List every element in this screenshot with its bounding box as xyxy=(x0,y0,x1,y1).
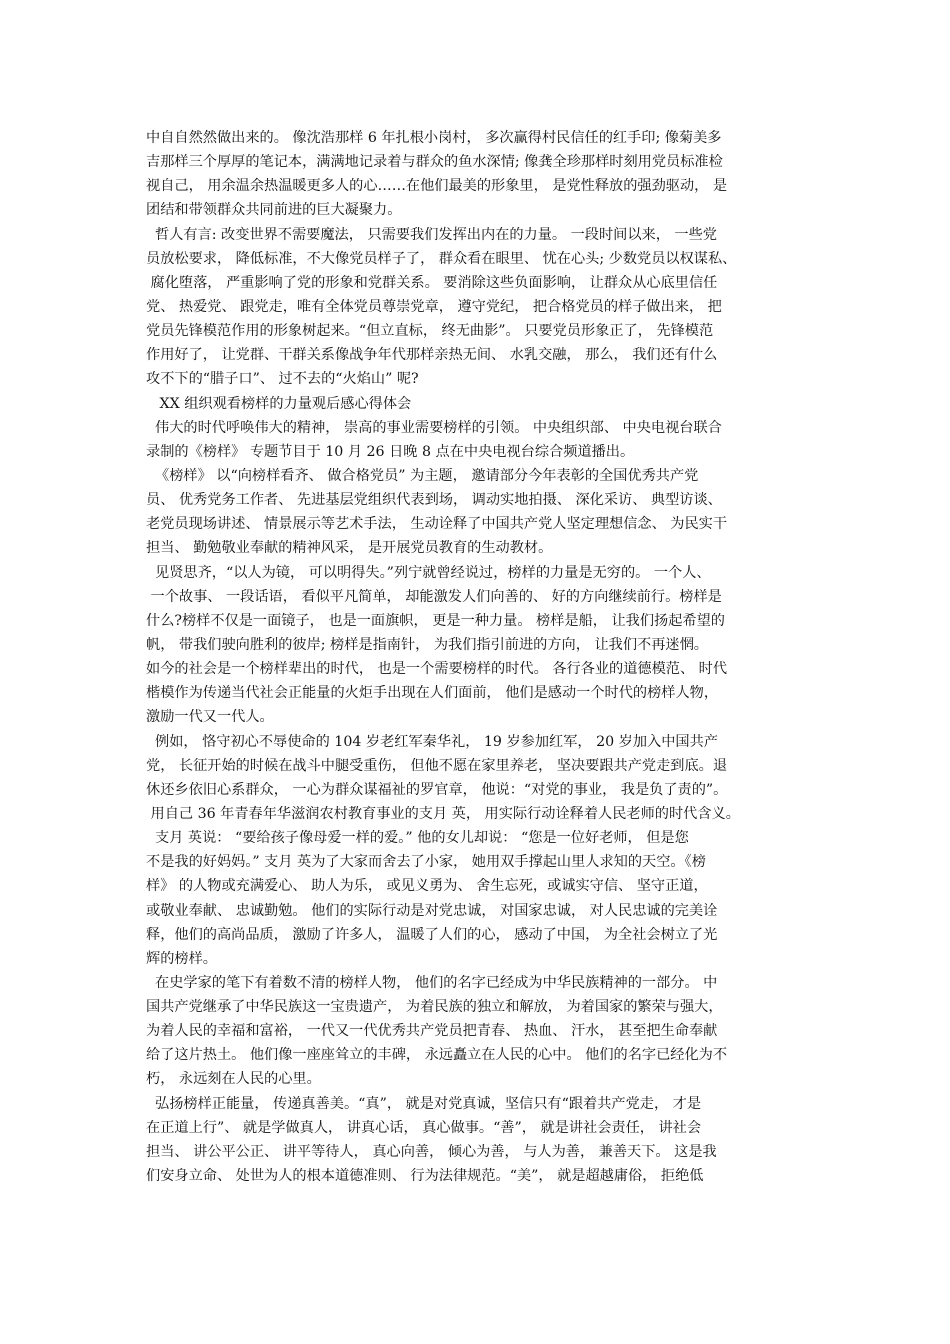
text-line: 腐化堕落， 严重影响了党的形象和党群关系。 要消除这些负面影响， 让群众从心底里信任 xyxy=(146,274,718,291)
text-line: 担当、 讲公平公正、 讲平等待人， 真心向善， 倾心为善， 与人为善， 兼善天下。 这是我 xyxy=(146,1143,717,1160)
text-line: 弘扬榜样正能量， 传递真善美。“真”， 就是对党真诚，坚信只有“跟着共产党走， 才是 xyxy=(146,1095,702,1112)
text-line: 样》 的人物或充满爱心、 助人为乐， 或见义勇为、 舍生忘死，或诚实守信、 坚守正道， xyxy=(146,878,708,895)
text-line: 给了这片热土。 他们像一座座耸立的丰碑， 永远矗立在人民的心中。 他们的名字已经化为不 xyxy=(146,1047,728,1064)
text-line: 支月 英说： “要给孩子像母爱一样的爱。” 他的女儿却说： “您是一位好老师， 但是您 xyxy=(146,830,689,847)
text-line: 员、 优秀党务工作者、 先进基层党组织代表到场， 调动实地拍摄、 深化采访、 典型访谈、 xyxy=(146,492,722,509)
document-body-text xyxy=(146,126,826,1188)
text-line: 为着人民的幸福和富裕， 一代又一代优秀共产党员把青春、 热血、 汗水， 甚至把生命奉献 xyxy=(146,1023,718,1040)
text-line: 党、 热爱党、 跟党走，唯有全体党员尊崇党章， 遵守党纪， 把合格党员的样子做出来， 把 xyxy=(146,298,722,315)
text-line: 伟大的时代呼唤伟大的精神， 崇高的事业需要榜样的引领。 中央组织部、 中央电视台联合 xyxy=(146,419,722,436)
text-line: 如今的社会是一个榜样辈出的时代， 也是一个需要榜样的时代。 各行各业的道德模范、 时代 xyxy=(146,661,728,678)
text-line: 休还乡依旧心系群众， 一心为群众谋福祉的罗官章， 他说：“对党的事业， 我是负了责的”。 xyxy=(146,781,728,798)
text-line: 团结和带领群众共同前进的巨大凝聚力。 xyxy=(146,202,402,219)
text-line: 一个故事、 一段话语， 看似平凡简单， 却能激发人们向善的、 好的方向继续前行。榜样是 xyxy=(146,588,722,605)
text-line: 《榜样》 以“向榜样看齐、 做合格党员” 为主题， 邀请部分今年表彰的全国优秀共产党 xyxy=(146,467,699,484)
text-line: XX 组织观看榜样的力量观后感心得体会 xyxy=(146,395,412,412)
text-line: 不是我的好妈妈。” 支月 英为了大家而舍去了小家， 她用双手撑起山里人求知的天空。《榜 xyxy=(146,854,706,871)
text-line: 什么?榜样不仅是一面镜子， 也是一面旗帜， 更是一种力量。 榜样是船， 让我们扬起希望的 xyxy=(146,612,725,629)
text-line: 党， 长征开始的时候在战斗中腿受重伤， 但他不愿在家里养老， 坚决要跟共产党走到底。退 xyxy=(146,757,728,774)
text-line: 们安身立命、 处世为人的根本道德准则、 行为法律规范。“美”， 就是超越庸俗， 拒绝低 xyxy=(146,1168,704,1185)
text-line: 攻不下的“腊子口”、 过不去的“火焰山” 呢? xyxy=(146,371,419,388)
text-line: 或敬业奉献、 忠诚勤勉。 他们的实际行动是对党忠诚， 对国家忠诚， 对人民忠诚的完美诠 xyxy=(146,902,718,919)
text-line: 国共产党继承了中华民族这一宝贵遗产， 为着民族的独立和解放， 为着国家的繁荣与强大， xyxy=(146,999,723,1016)
text-line: 在史学家的笔下有着数不清的榜样人物， 他们的名字已经成为中华民族精神的一部分。 中 xyxy=(146,974,718,991)
text-line: 员放松要求， 降低标准，不大像党员样子了， 群众看在眼里、 忧在心头; 少数党员以权谋私、 xyxy=(146,250,737,267)
text-line: 视自己， 用余温余热温暖更多人的心……在他们最美的形象里， 是党性释放的强劲驱动， 是 xyxy=(146,178,728,195)
text-line: 录制的《榜样》 专题节目于 10 月 26 日晚 8 点在中央电视台综合频道播出。 xyxy=(146,443,635,460)
text-line: 帆， 带我们驶向胜利的彼岸; 榜样是指南针， 为我们指引前进的方向， 让我们不再迷惘。 xyxy=(146,636,708,653)
text-line: 在正道上行”、 就是学做真人， 讲真心话， 真心做事。“善”， 就是讲社会责任， 讲社会 xyxy=(146,1119,702,1136)
text-line: 见贤思齐，“以人为镜， 可以明得失。”列宁就曾经说过，榜样的力量是无穷的。 一个人、 xyxy=(146,564,711,581)
text-line: 中自自然然做出来的。 像沈浩那样 6 年扎根小岗村， 多次赢得村民信任的红手印; 像菊美多 xyxy=(146,130,722,146)
text-line: 党员先锋模范作用的形象树起来。“但立直标， 终无曲影”。 只要党员形象正了， 先锋模范 xyxy=(146,323,714,340)
text-line: 朽， 永远刻在人民的心里。 xyxy=(146,1071,321,1088)
text-line: 激励一代又一代人。 xyxy=(146,709,274,726)
text-line: 释，他们的高尚品质， 激励了许多人， 温暖了人们的心， 感动了中国， 为全社会树立了光 xyxy=(146,926,718,943)
text-line: 楷模作为传递当代社会正能量的火炬手出现在人们面前， 他们是感动一个时代的榜样人物， xyxy=(146,685,719,702)
text-line: 担当、 勤勉敬业奉献的精神风采， 是开展党员教育的生动教材。 xyxy=(146,540,553,557)
text-line: 用自己 36 年青春年华滋润农村教育事业的支月 英， 用实际行动诠释着人民老师的时代含义。 xyxy=(146,805,740,822)
text-line: 老党员现场讲述、 情景展示等艺术手法， 生动诠释了中国共产党人坚定理想信念、 为民实干 xyxy=(146,516,728,533)
text-line: 辉的榜样。 xyxy=(146,950,217,967)
text-line: 例如， 恪守初心不辱使命的 104 岁老红军秦华礼， 19 岁参加红军， 20 岁加入中国共产 xyxy=(146,733,718,750)
text-line: 作用好了， 让党群、干群关系像战争年代那样亲热无间、 水乳交融， 那么， 我们还有什么 xyxy=(146,347,718,364)
text-line: 吉那样三个厚厚的笔记本，满满地记录着与群众的鱼水深情; 像龚全珍那样时刻用党员标准检 xyxy=(146,154,723,171)
text-line: 哲人有言: 改变世界不需要魔法， 只需要我们发挥出内在的力量。 一段时间以来， 一些党 xyxy=(146,226,717,243)
